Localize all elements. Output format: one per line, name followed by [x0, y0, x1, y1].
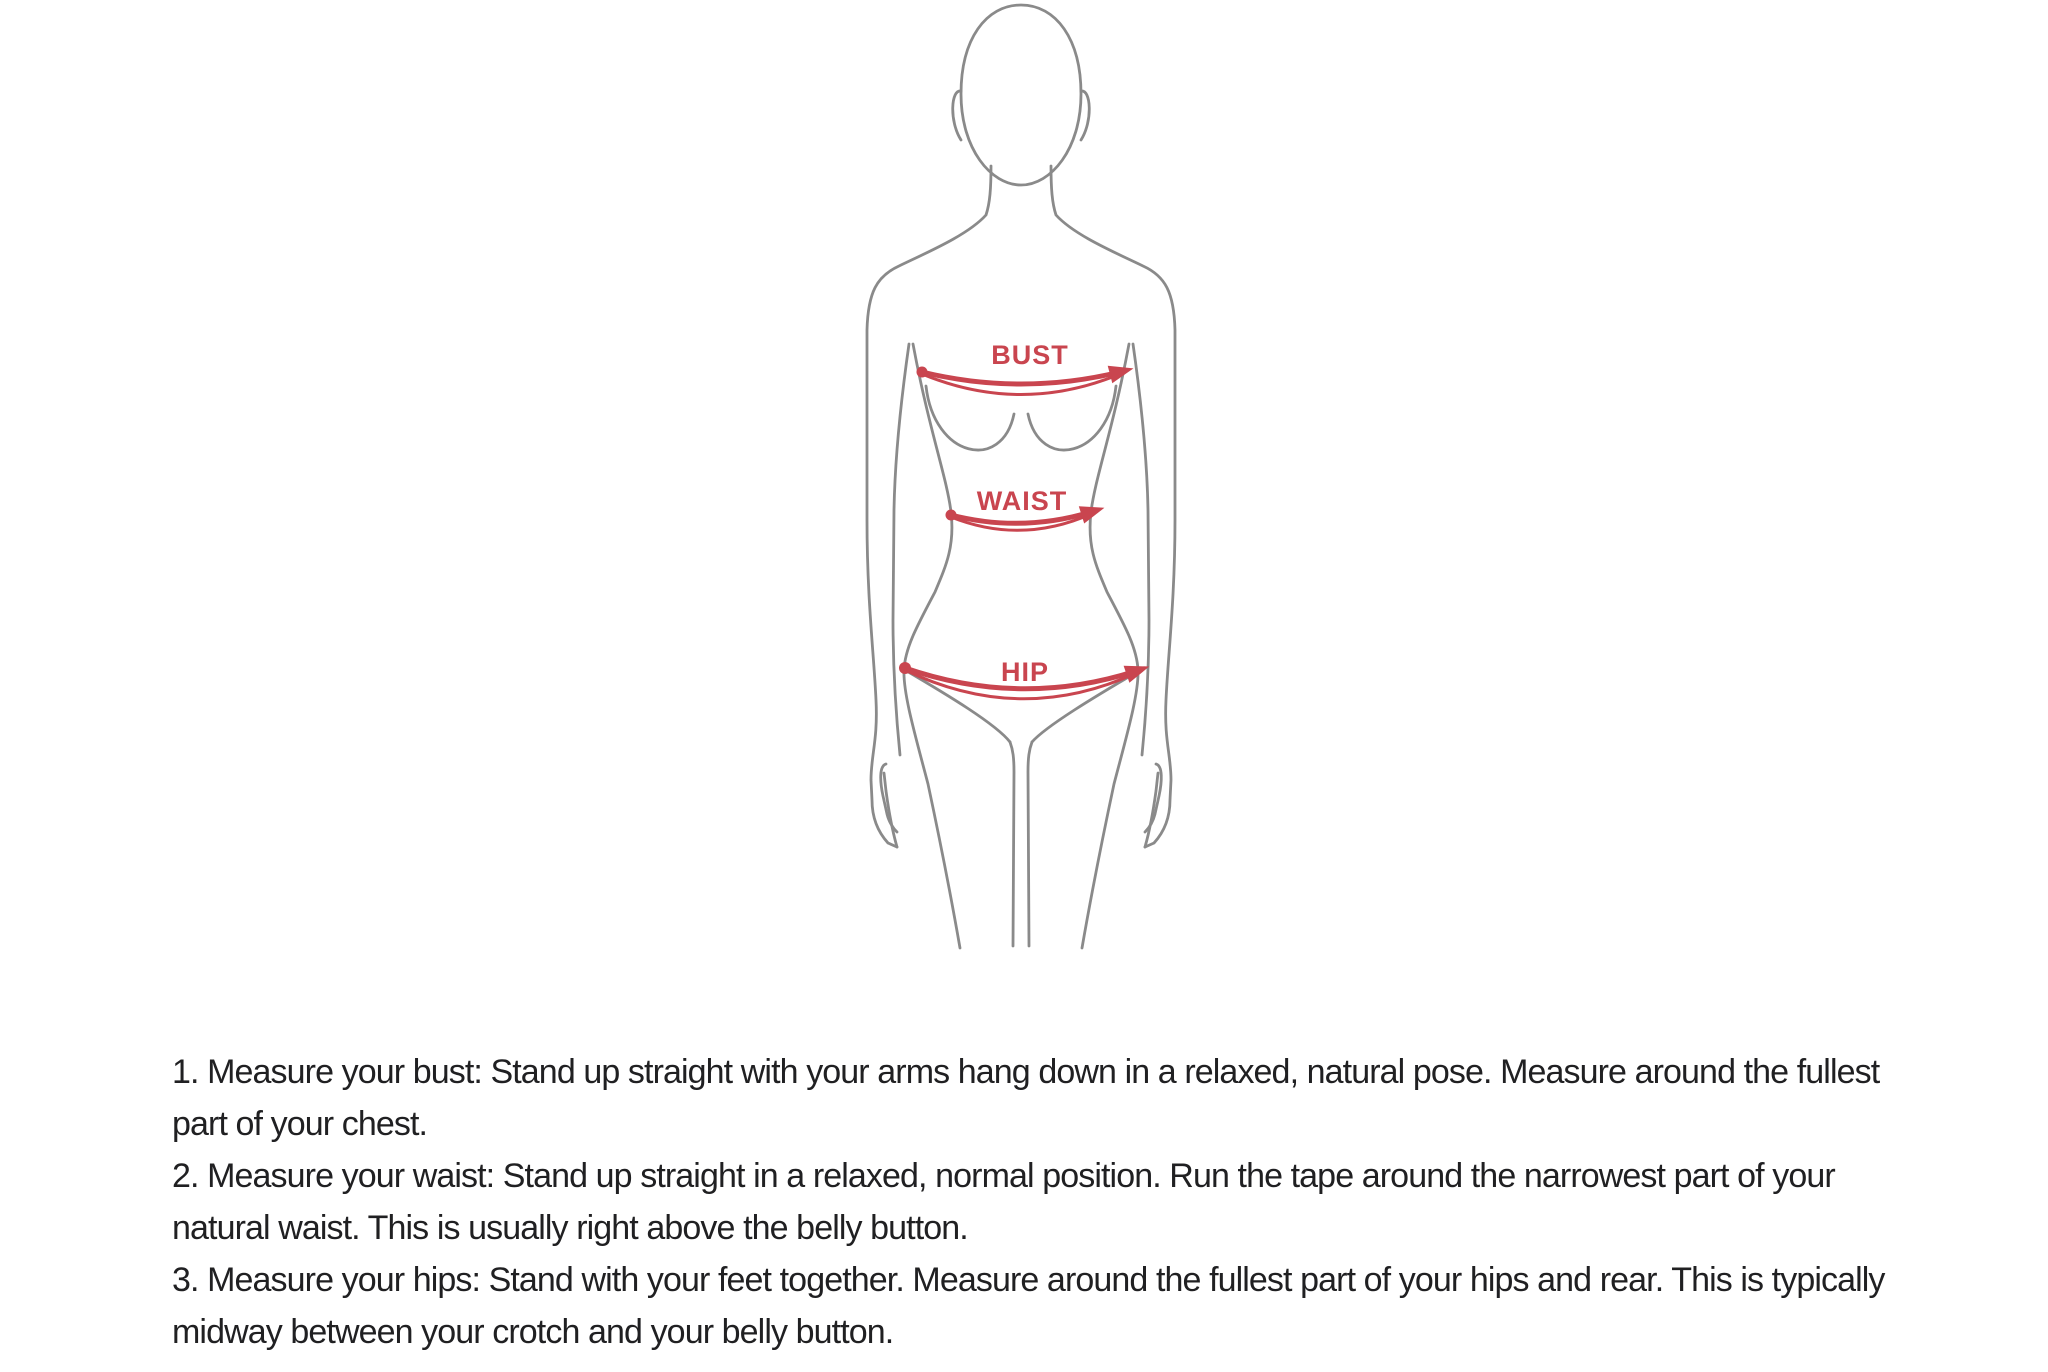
bust-label: BUST — [991, 340, 1069, 370]
right-bust-curve — [1028, 386, 1116, 450]
instruction-line-bust-2: part of your chest. — [172, 1105, 428, 1143]
right-torso-leg-outline — [1082, 344, 1138, 948]
right-inner-leg-line — [1028, 742, 1032, 946]
waist-tape-start-dot — [946, 510, 957, 521]
bust-tape-start-dot — [917, 367, 928, 378]
waist-label: WAIST — [976, 486, 1068, 516]
instruction-line-bust-1: 1. Measure your bust: Stand up straight with your arms hang down in a relaxed, natural pose. Measure around the fullest — [172, 1053, 1880, 1091]
left-inner-leg-line — [1010, 742, 1014, 946]
head-outline — [961, 5, 1081, 185]
hip-tape-start-dot — [899, 662, 911, 674]
hip-label: HIP — [1000, 657, 1050, 687]
bust-tape-line — [917, 366, 1134, 395]
body-outline — [867, 5, 1175, 948]
measurement-instructions — [172, 1046, 1992, 1358]
right-arm-outline — [1051, 166, 1175, 847]
left-torso-leg-outline — [904, 344, 960, 948]
instruction-line-hips-2: midway between your crotch and your belly button. — [172, 1313, 894, 1351]
instruction-line-waist-2: natural waist. This is usually right above the belly button. — [172, 1209, 968, 1247]
left-arm-outline — [867, 166, 991, 847]
instruction-line-waist-1: 2. Measure your waist: Stand up straight in a relaxed, normal position. Run the tape around the narrowest part of your — [172, 1157, 1835, 1195]
left-bust-curve — [926, 386, 1014, 450]
measurement-tapes — [899, 366, 1149, 699]
instruction-line-hips-1: 3. Measure your hips: Stand with your feet together. Measure around the fullest part of your hips and rear. This is typically — [172, 1261, 1885, 1299]
